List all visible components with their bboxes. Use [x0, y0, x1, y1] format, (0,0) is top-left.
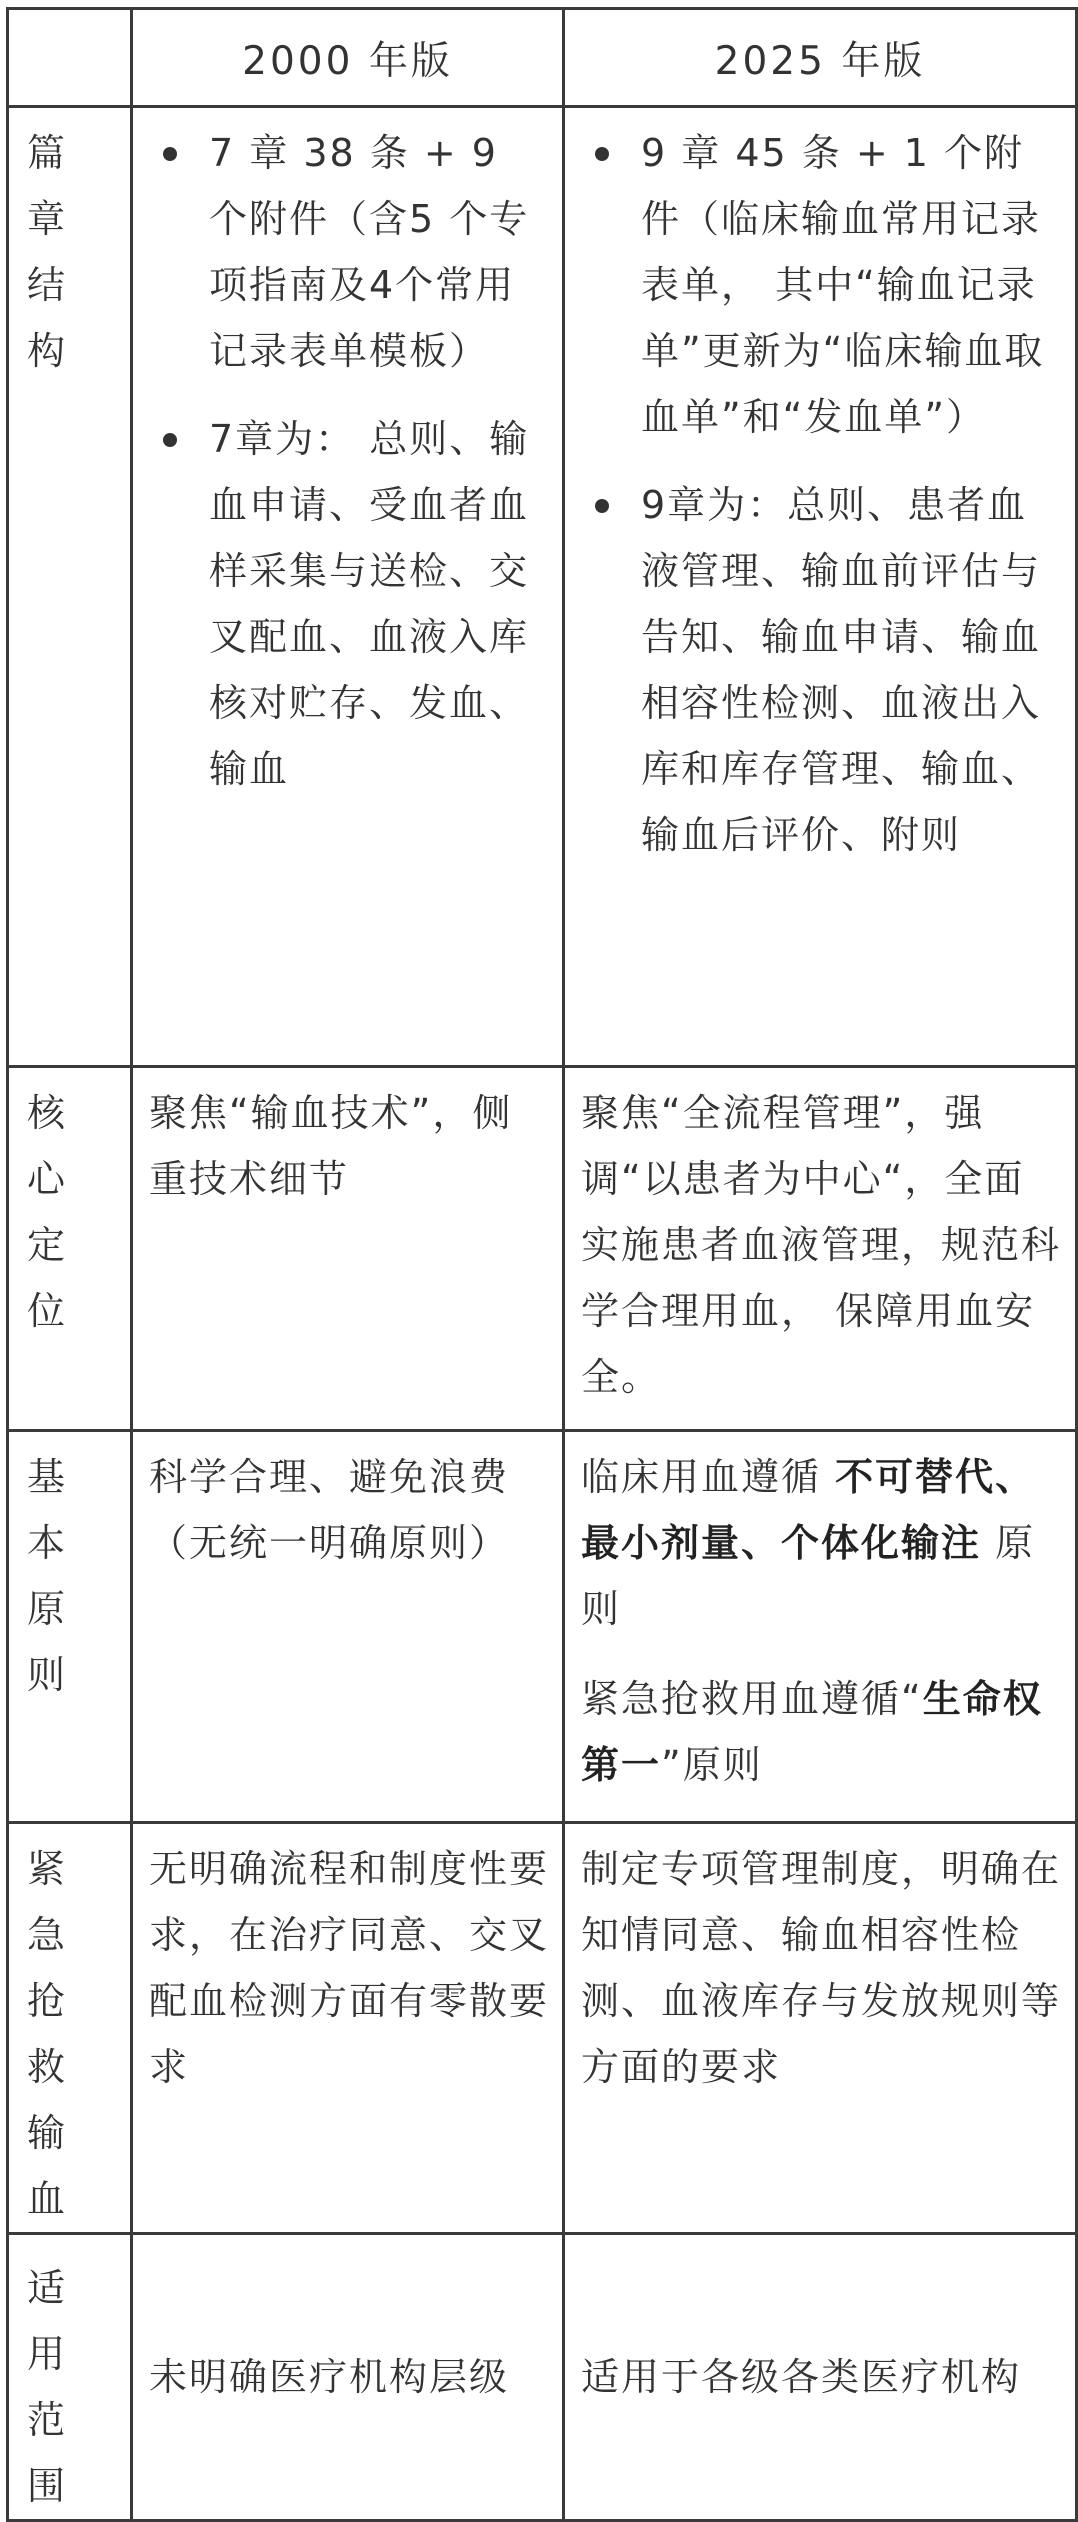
- bullet-list: [581, 120, 1063, 868]
- cell-2000-emergency: 无明确流程和制度性要求，在治疗同意、交叉配血检测方面有零散要求: [132, 1823, 564, 2234]
- list-item: 9章为：总则、患者血液管理、输血前评估与告知、输血申请、输血相容性检测、血液出入库和库存管理、输血、输血后评价、附则: [581, 472, 1063, 868]
- header-empty-cell: [8, 9, 132, 107]
- table-row-principles: [8, 1431, 1077, 1823]
- list-item: 7 章 38 条 + 9 个附件（含5 个专项指南及4个常用记录表单模板）: [149, 120, 550, 384]
- bullet-list: [149, 120, 550, 802]
- row-label: 篇章 结构: [8, 107, 132, 1067]
- cell-2000-structure: [132, 107, 564, 1067]
- row-label: 适用 范围: [8, 2234, 132, 2521]
- header-2025-version: 2025 年版: [564, 9, 1077, 107]
- cell-2025-structure: [564, 107, 1077, 1067]
- paragraph-clinical: 临床用血遵循 不可替代、最小剂量、个体化输注 原则: [581, 1455, 1036, 1631]
- comparison-table: [6, 7, 1078, 2522]
- bold-text: 不可替代、最小剂量、个体化输注: [581, 1455, 1036, 1565]
- list-item: 7章为： 总则、输血申请、受血者血样采集与送检、交叉配血、血液入库核对贮存、发血、输血: [149, 406, 550, 802]
- table-row-emergency: [8, 1823, 1077, 2234]
- row-label: 基本 原则: [8, 1431, 132, 1823]
- cell-2025-emergency: 制定专项管理制度，明确在知情同意、输血相容性检测、血液库存与发放规则等方面的要求: [564, 1823, 1077, 2234]
- list-item: 9 章 45 条 + 1 个附件（临床输血常用记录表单， 其中“输血记录单”更新为“临床输血取血单”和“发血单”）: [581, 120, 1063, 450]
- cell-2000-principles: 科学合理、避免浪费（无统一明确原则）: [132, 1431, 564, 1823]
- cell-2025-principles: [564, 1431, 1077, 1823]
- cell-2000-scope: 未明确医疗机构层级: [132, 2234, 564, 2521]
- cell-2000-positioning: 聚焦“输血技术”，侧重技术细节: [132, 1067, 564, 1431]
- cell-2025-positioning: 聚焦“全流程管理”，强调“以患者为中心“，全面实施患者血液管理，规范科学合理用血， 保障用血安全。: [564, 1067, 1077, 1431]
- cell-2025-scope: 适用于各级各类医疗机构: [564, 2234, 1077, 2521]
- header-2000-version: 2000 年版: [132, 9, 564, 107]
- paragraph-emergency: 紧急抢救用血遵循“生命权第一”原则: [581, 1677, 1043, 1787]
- table-row-structure: [8, 107, 1077, 1067]
- table-row-positioning: [8, 1067, 1077, 1431]
- row-label: 紧急 抢救 输血: [8, 1823, 132, 2234]
- row-label: 核心 定位: [8, 1067, 132, 1431]
- bold-text: 生命权第一: [581, 1677, 1043, 1787]
- table-row-scope: [8, 2234, 1077, 2521]
- header-row: [8, 9, 1077, 107]
